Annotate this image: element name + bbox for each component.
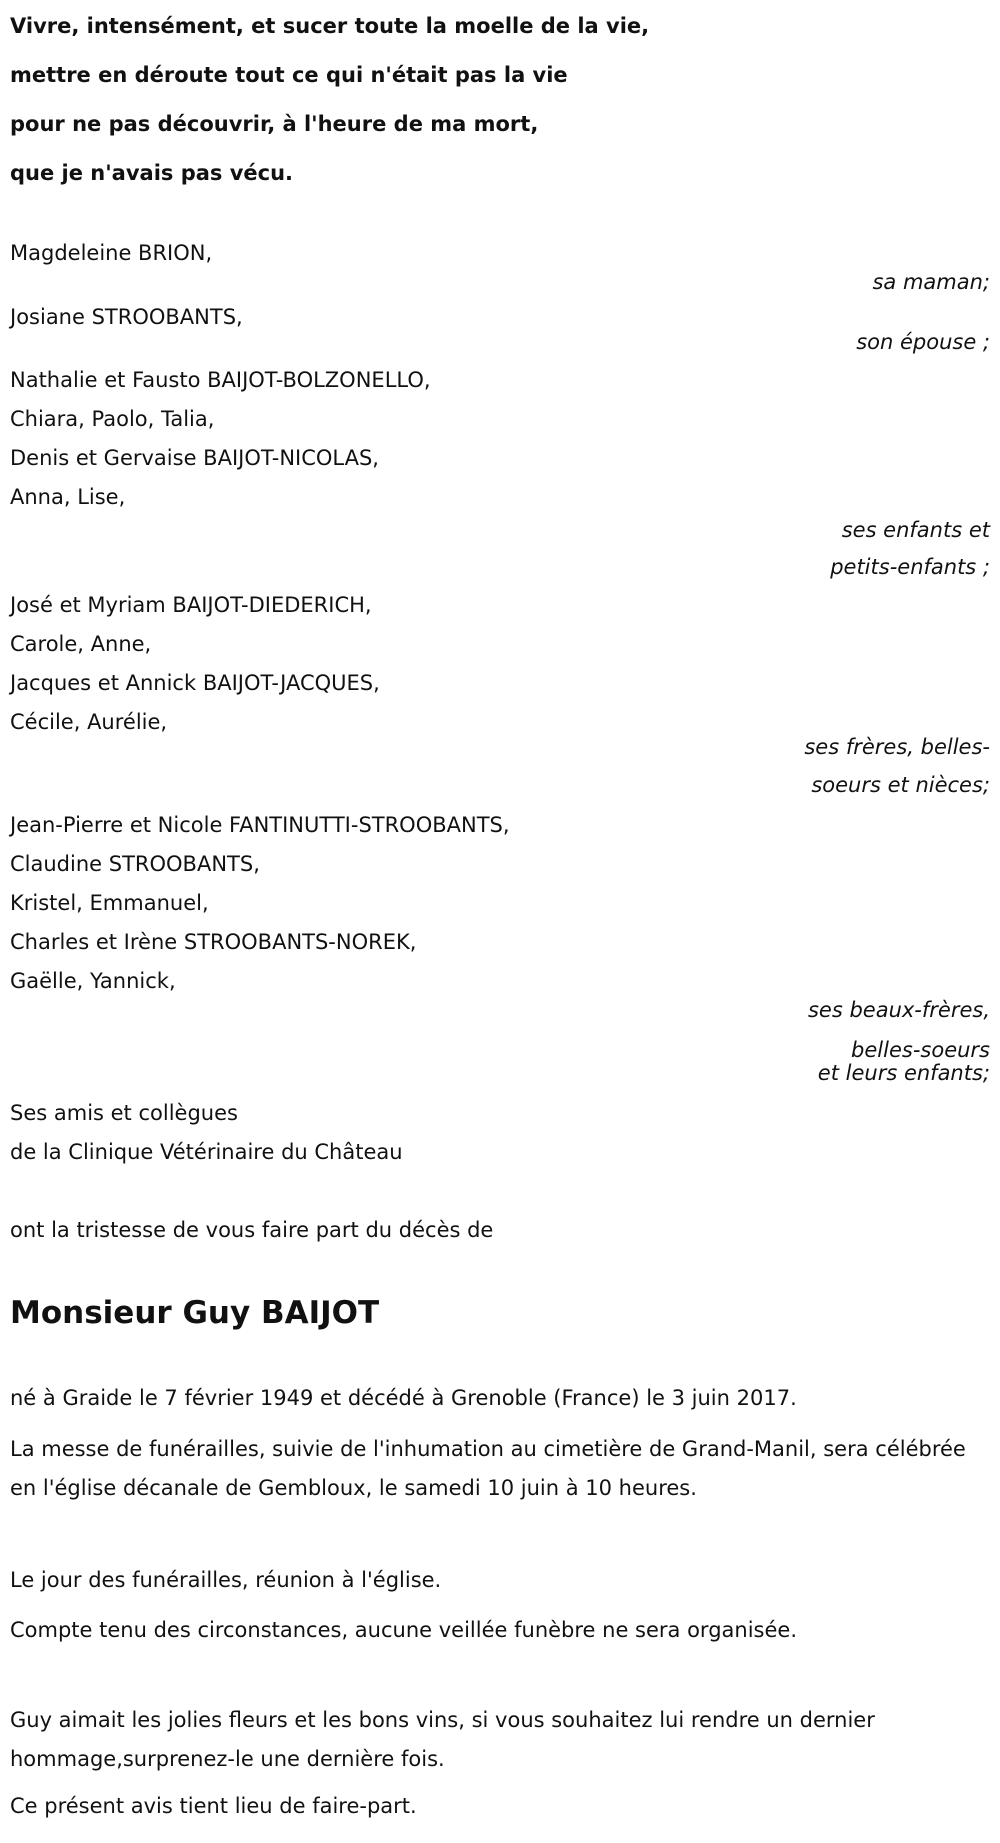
relation-label: ses enfants et [841,518,990,542]
relation-label: ses beaux-frères, [807,998,990,1022]
detail-paragraph: Guy aimait les jolies fleurs et les bons vins, si vous souhaitez lui rendre un dernier hommage,surprenez-le une dernière fois. [10,1708,875,1771]
family-name: Anna, Lise, [10,485,126,509]
family-name: Carole, Anne, [10,632,152,656]
relation-label: son épouse ; [856,330,990,354]
quote-line: mettre en déroute tout ce qui n'était pas la vie [10,63,568,87]
relation-label: soeurs et nièces; [811,773,990,797]
family-name: José et Myriam BAIJOT-DIEDERICH, [10,593,372,617]
family-name: Jean-Pierre et Nicole FANTINUTTI-STROOBANTS, [10,813,510,837]
family-name: Cécile, Aurélie, [10,710,168,734]
relation-label: petits-enfants ; [830,555,990,579]
detail-paragraph: Compte tenu des circonstances, aucune veillée funèbre ne sera organisée. [10,1618,797,1642]
family-name: Denis et Gervaise BAIJOT-NICOLAS, [10,446,379,470]
family-name: Gaëlle, Yannick, [10,969,176,993]
relation-label: belles-soeurs [851,1038,990,1062]
family-name: Chiara, Paolo, Talia, [10,407,215,431]
quote-line: Vivre, intensément, et sucer toute la moelle de la vie, [10,14,650,38]
family-name: de la Clinique Vétérinaire du Château [10,1140,403,1164]
announcement-text: ont la tristesse de vous faire part du décès de [10,1218,494,1242]
relation-label: ses frères, belles- [804,735,990,759]
detail-paragraph: La messe de funérailles, suivie de l'inhumation au cimetière de Grand-Manil, sera célébrée en l'église décanale de Gembloux, le samedi 10 juin à 10 heures. [10,1437,966,1500]
family-name: Nathalie et Fausto BAIJOT-BOLZONELLO, [10,368,431,392]
quote-line: pour ne pas découvrir, à l'heure de ma mort, [10,112,539,136]
family-name: Magdeleine BRION, [10,241,213,265]
family-name: Claudine STROOBANTS, [10,852,260,876]
detail-paragraph: Le jour des funérailles, réunion à l'église. [10,1568,442,1592]
family-name: Ses amis et collègues [10,1101,238,1125]
family-name: Kristel, Emmanuel, [10,891,209,915]
quote-line: que je n'avais pas vécu. [10,161,294,185]
deceased-name: Monsieur Guy BAIJOT [10,1295,380,1331]
relation-label: sa maman; [872,270,990,294]
family-name: Josiane STROOBANTS, [10,305,243,329]
detail-paragraph: né à Graide le 7 février 1949 et décédé à Grenoble (France) le 3 juin 2017. [10,1386,797,1410]
family-name: Charles et Irène STROOBANTS-NOREK, [10,930,417,954]
detail-paragraph: Ce présent avis tient lieu de faire-part. [10,1794,417,1818]
relation-label: et leurs enfants; [817,1061,990,1085]
family-name: Jacques et Annick BAIJOT-JACQUES, [10,671,380,695]
